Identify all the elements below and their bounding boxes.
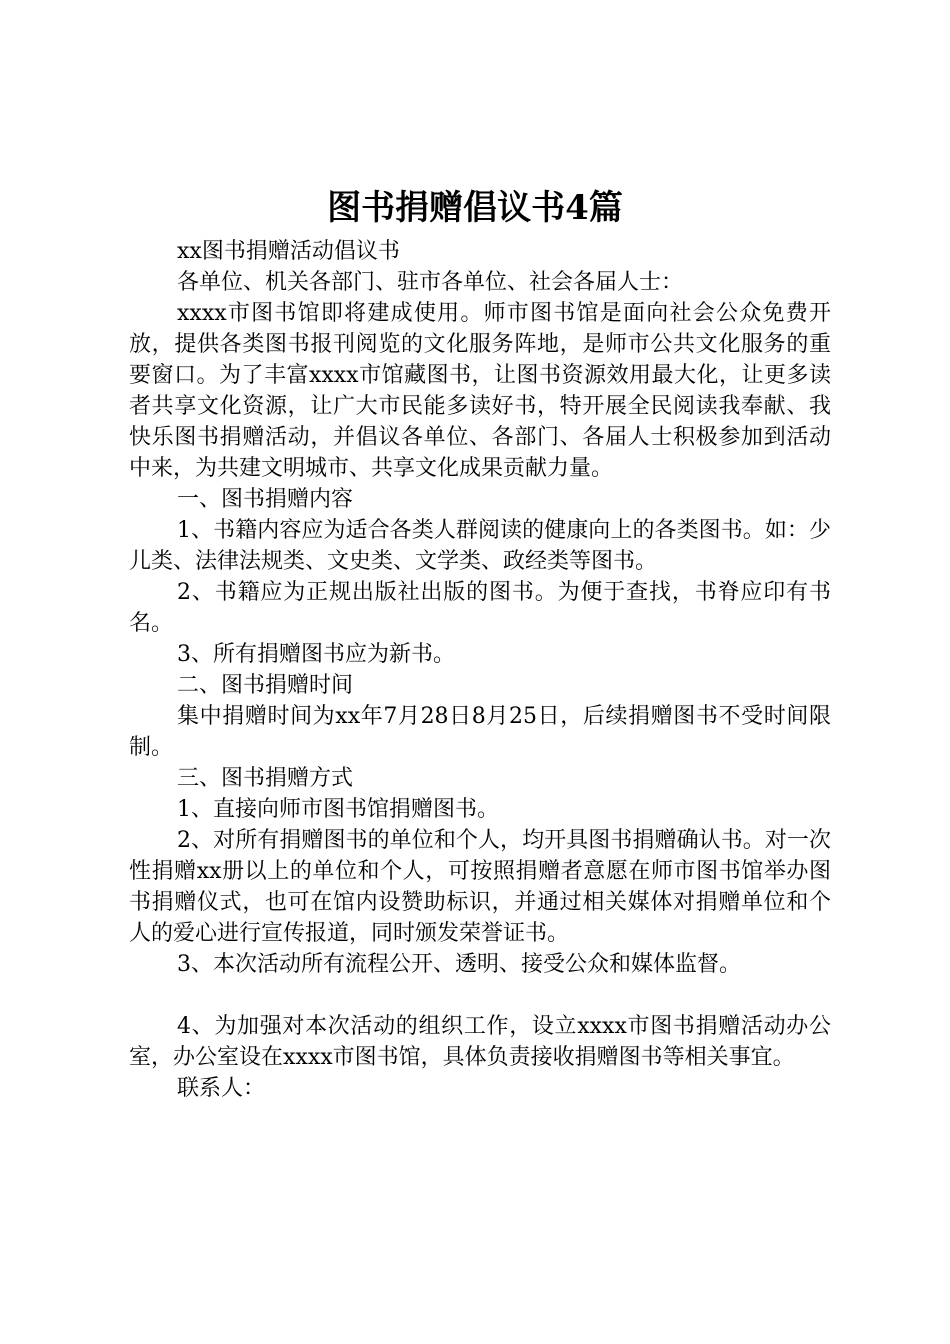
section-heading-time: 二、图书捐赠时间 xyxy=(177,673,354,698)
paragraph-time: 集中捐赠时间为xx年7月28日8月25日，后续捐赠图书不受时间限制。 xyxy=(129,704,831,760)
paragraph-salutation: 各单位、机关各部门、驻市各单位、社会各届人士： xyxy=(177,270,684,295)
paragraph-method-1: 1、直接向师市图书馆捐赠图书。 xyxy=(177,797,499,822)
paragraph-method-2: 2、对所有捐赠图书的单位和个人，均开具图书捐赠确认书。对一次性捐赠xx册以上的单位和个人，可按照捐赠者意愿在师市图书馆举办图书捐赠仪式，也可在馆内设赞助标识，并通过相关媒体对捐赠单位和个人的爱心进行宣传报道，同时颁发荣誉证书。 xyxy=(129,828,831,946)
paragraph-method-4: 4、为加强对本次活动的组织工作，设立xxxx市图书捐赠活动办公室，办公室设在xxxx市图书馆，具体负责接收捐赠图书等相关事宜。 xyxy=(129,1014,831,1070)
section-heading-method: 三、图书捐赠方式 xyxy=(177,766,354,791)
section-heading-content: 一、图书捐赠内容 xyxy=(177,487,354,512)
paragraph-content-2: 2、书籍应为正规出版社出版的图书。为便于查找，书脊应印有书名。 xyxy=(129,580,831,636)
paragraph-content-1: 1、书籍内容应为适合各类人群阅读的健康向上的各类图书。如：少儿类、法律法规类、文史类、文学类、政经类等图书。 xyxy=(129,518,831,574)
document-body xyxy=(129,236,831,1104)
paragraph-content-3: 3、所有捐赠图书应为新书。 xyxy=(177,642,455,667)
paragraph-intro: xxxx市图书馆即将建成使用。师市图书馆是面向社会公众免费开放，提供各类图书报刊阅览的文化服务阵地，是师市公共文化服务的重要窗口。为了丰富xxxx市馆藏图书，让图书资源效用最大化，让更多读者共享文化资源，让广大市民能多读好书，特开展全民阅读我奉献、我快乐图书捐赠活动，并倡议各单位、各部门、各届人士积极参加到活动中来，为共建文明城市、共享文化成果贡献力量。 xyxy=(129,301,831,481)
document-title: 图书捐赠倡议书4篇 xyxy=(327,188,623,228)
blank-line xyxy=(129,980,831,1011)
paragraph-heading: xx图书捐赠活动倡议书 xyxy=(177,239,400,264)
paragraph-method-3: 3、本次活动所有流程公开、透明、接受公众和媒体监督。 xyxy=(177,952,741,977)
paragraph-contact: 联系人： xyxy=(177,1076,266,1101)
